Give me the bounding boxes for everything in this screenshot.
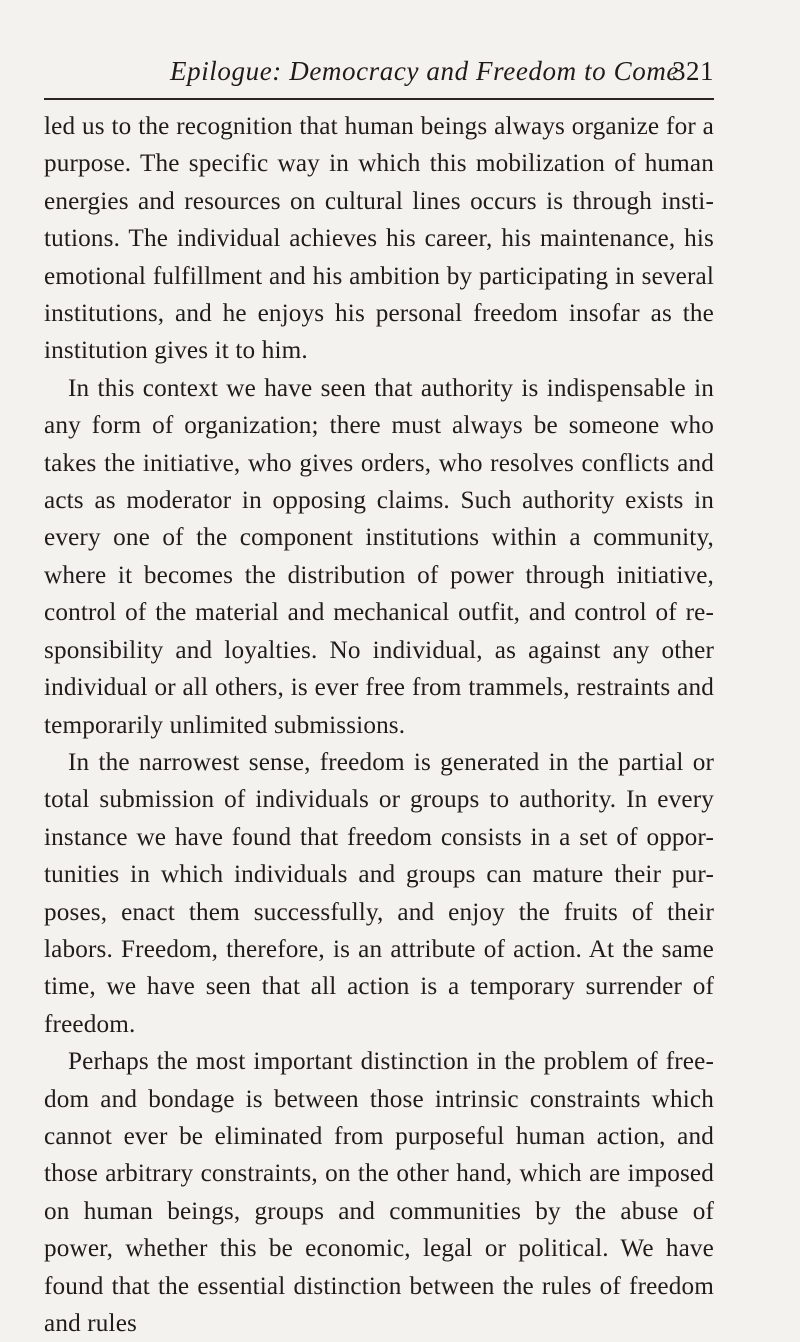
paragraph-2: In this context we have seen that authority is indispensable in any form of organization; there must always be someone who takes the initiative, who gives orders, who resolves conflicts and acts as moderator in opposing claims. Such authority exists in every one of the component institutions within a community, where it becomes the distribution of power through initiative, control of the material and mechanical outfit, and control of re- sponsibility and loyalties. No individual, as against any other individual or all others, is ever free from trammels, restraints and temporarily unlimited submissions. <box>44 374 714 739</box>
page-header <box>44 56 714 96</box>
paragraph-4: Perhaps the most important distinction in the problem of free- dom and bondage is between those intrinsic constraints which cannot ever be eliminated from purposeful human action, and those arbitrary constraints, on the other hand, which are imposed on human beings, groups and communities by the abuse of power, whether this be economic, legal or political. We have found that the essential distinction between the rules of freedom and rules <box>44 1048 714 1337</box>
paragraph-3: In the narrowest sense, freedom is generated in the partial or total submission of individuals or groups to authority. In every instance we have found that freedom consists in a set of oppor- tunities in which individuals and groups can mature their pur- poses, enact them successfully, and enjoy the fruits of their labors. Freedom, therefore, is an attribute of action. At the same time, we have seen that all action is a temporary surrender of freedom. <box>44 748 714 1038</box>
body-text <box>44 108 714 1342</box>
header-rule <box>44 98 714 100</box>
page-number: 321 <box>672 56 714 86</box>
paragraph-1: led us to the recognition that human beings always organize for a purpose. The specific way in which this mobilization of human energies and resources on cultural lines occurs is through insti- tutions. The individual achieves his career, his maintenance, his emotional fulfillment and his ambition by participating in several institutions, and he enjoys his personal freedom insofar as the institution gives it to him. <box>44 113 714 365</box>
running-title: Epilogue: Democracy and Freedom to Come <box>170 56 680 86</box>
